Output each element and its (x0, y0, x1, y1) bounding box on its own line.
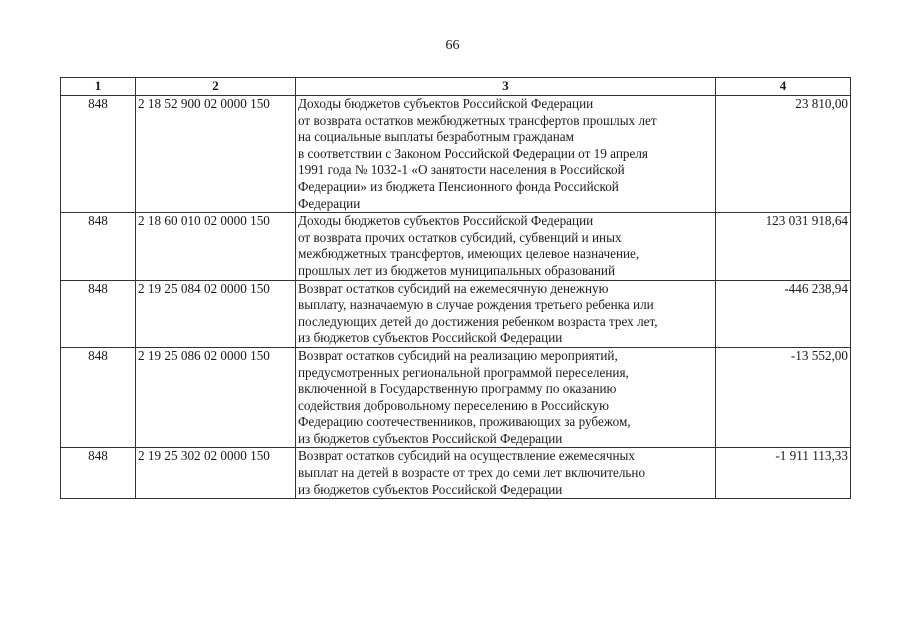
column-header-3: 3 (296, 78, 716, 96)
table-body (61, 96, 851, 499)
column-header-4: 4 (716, 78, 851, 96)
amount-cell: -1 911 113,33 (716, 448, 851, 499)
admin-code-cell: 848 (61, 280, 136, 347)
description-line: Федерации (298, 195, 361, 211)
table-header-row (61, 78, 851, 96)
amount-cell: -13 552,00 (716, 347, 851, 448)
description-line: Доходы бюджетов субъектов Российской Федерации (298, 96, 594, 111)
description-line: 1991 года № 1032-1 «О занятости населения в Российской (298, 162, 625, 178)
description-cell (296, 347, 716, 448)
description-line: прошлых лет из бюджетов муниципальных образований (298, 262, 616, 278)
admin-code-cell: 848 (61, 96, 136, 213)
kbk-code-cell: 2 18 60 010 02 0000 150 (136, 213, 296, 280)
admin-code-cell: 848 (61, 347, 136, 448)
description-line: от возврата остатков межбюджетных трансфертов прошлых лет (298, 112, 657, 128)
kbk-code-cell: 2 19 25 086 02 0000 150 (136, 347, 296, 448)
description-line: Возврат остатков субсидий на осуществление ежемесячных (298, 448, 636, 464)
description-line: Возврат остатков субсидий на ежемесячную денежную (298, 280, 609, 296)
description-line: предусмотренных региональной программой переселения, (298, 364, 629, 380)
table-row (61, 280, 851, 347)
admin-code-cell: 848 (61, 448, 136, 499)
description-line: из бюджетов субъектов Российской Федерации (298, 430, 563, 446)
description-line: из бюджетов субъектов Российской Федерации (298, 481, 563, 497)
amount-cell: -446 238,94 (716, 280, 851, 347)
column-header-2: 2 (136, 78, 296, 96)
description-line: межбюджетных трансфертов, имеющих целевое назначение, (298, 246, 640, 262)
description-line: в соответствии с Законом Российской Федерации от 19 апреля (298, 145, 648, 161)
kbk-code-cell: 2 18 52 900 02 0000 150 (136, 96, 296, 213)
table-row (61, 448, 851, 499)
page-number: 66 (445, 38, 460, 53)
description-line: Возврат остатков субсидий на реализацию мероприятий, (298, 347, 618, 363)
kbk-code-cell: 2 19 25 302 02 0000 150 (136, 448, 296, 499)
description-line: на социальные выплаты безработным гражданам (298, 129, 575, 145)
description-line: Доходы бюджетов субъектов Российской Федерации (298, 213, 594, 229)
description-line: Федерации» из бюджета Пенсионного фонда Российской (298, 178, 619, 194)
description-cell (296, 96, 716, 213)
description-cell (296, 448, 716, 499)
amount-cell: 23 810,00 (716, 96, 851, 213)
column-header-1: 1 (61, 78, 136, 96)
kbk-code-cell: 2 19 25 084 02 0000 150 (136, 280, 296, 347)
amount-cell: 123 031 918,64 (716, 213, 851, 280)
admin-code-cell: 848 (61, 213, 136, 280)
description-line: Федерацию соотечественников, проживающих за рубежом, (298, 414, 631, 430)
table-row (61, 213, 851, 280)
description-line: содействия добровольному переселению в Российскую (298, 397, 609, 413)
description-cell (296, 213, 716, 280)
description-line: из бюджетов субъектов Российской Федерации (298, 330, 563, 346)
description-cell (296, 280, 716, 347)
budget-revenue-table (60, 77, 851, 499)
description-line: выплат на детей в возрасте от трех до семи лет включительно (298, 465, 646, 481)
description-line: включенной в Государственную программу по оказанию (298, 381, 617, 397)
table-row (61, 96, 851, 213)
description-line: от возврата прочих остатков субсидий, субвенций и иных (298, 229, 622, 245)
description-line: выплату, назначаемую в случае рождения третьего ребенка или (298, 297, 654, 313)
description-line: последующих детей до достижения ребенком возраста трех лет, (298, 313, 658, 329)
table-row (61, 347, 851, 448)
